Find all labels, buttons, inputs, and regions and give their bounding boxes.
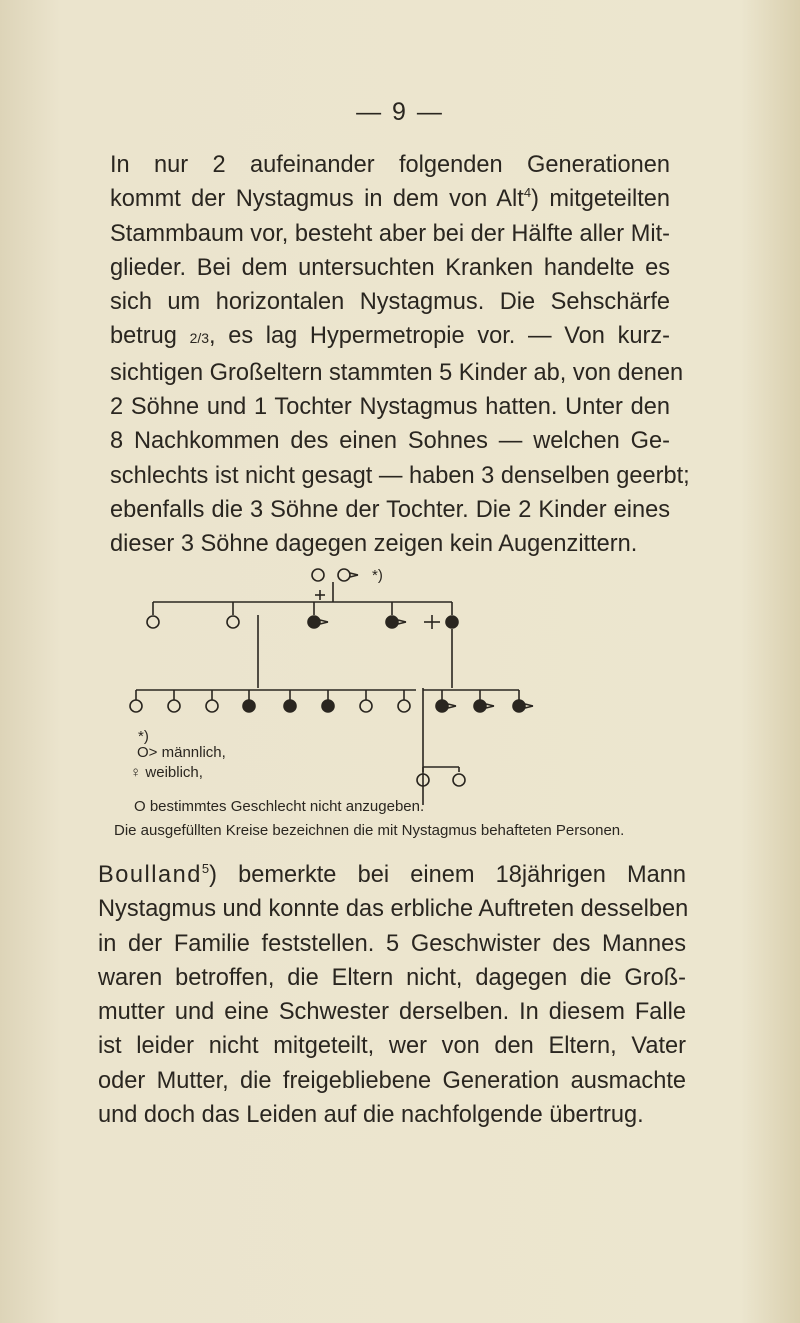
unknown-symbol-icon: O [134, 798, 146, 815]
pedigree-person-unknown [312, 569, 324, 581]
pedigree-person-male-affected [474, 700, 486, 712]
pedigree-asterisk: *) [372, 567, 383, 584]
legend-female-row [130, 764, 203, 781]
pedigree-person-affected [322, 700, 334, 712]
pedigree-person-male-affected [386, 616, 398, 628]
pedigree-person-unknown [453, 774, 465, 786]
text-line: sich um horizontalen Nystagmus. Die Sehschärfe [110, 289, 670, 316]
pedigree-person-unknown [227, 616, 239, 628]
pedigree-person-affected [243, 700, 255, 712]
pedigree-person-male-affected [513, 700, 525, 712]
text-line: oder Mutter, die freigebliebene Generation ausmachte [98, 1067, 686, 1094]
text-line: betrug 2/3, es lag Hypermetropie vor. — Von kurz- [110, 323, 670, 350]
legend-female-label: weiblich, [145, 764, 203, 781]
pedigree-person-unknown [398, 700, 410, 712]
pedigree-person-unknown [147, 616, 159, 628]
legend-male-row [137, 744, 226, 761]
text-line: schlechts ist nicht gesagt — haben 3 denselben geerbt; [110, 462, 690, 489]
text-line: in der Familie feststellen. 5 Geschwister des Mannes [98, 930, 686, 957]
pedigree-person-male [338, 569, 350, 581]
text-line: glieder. Bei dem untersuchten Kranken handelte es [110, 254, 670, 281]
text-line: 8 Nachkommen des einen Sohnes — welchen Ge- [110, 428, 670, 455]
text-line: ist leider nicht mitgeteilt, wer von den Eltern, Vater [98, 1033, 686, 1060]
text-line: kommt der Nystagmus in dem von Alt$^4$) mitgeteilten [110, 185, 670, 213]
text-line: ebenfalls die 3 Söhne der Tochter. Die 2 Kinder eines [110, 496, 670, 523]
pedigree-person-unknown [206, 700, 218, 712]
male-symbol-icon: O> [137, 744, 158, 761]
text-line: und doch das Leiden auf die nachfolgende übertrug. [98, 1102, 644, 1129]
figure-caption: Die ausgefüllten Kreise bezeichnen die mit Nystagmus behafteten Personen. [114, 822, 625, 839]
text-line: sichtigen Großeltern stammten 5 Kinder ab, von denen [110, 359, 684, 386]
text-line: Boulland$^5$) bemerkte bei einem 18jährigen Mann [98, 861, 686, 888]
pedigree-person-unknown [360, 700, 372, 712]
legend-unknown-label: bestimmtes Geschlecht nicht anzugeben. [149, 798, 425, 815]
legend-asterisk: *) [138, 728, 149, 745]
pedigree-diagram [0, 560, 800, 820]
footnote-marker: 4 [523, 185, 532, 201]
legend-male-label: männlich, [161, 744, 226, 761]
text-line: In nur 2 aufeinander folgenden Generationen [110, 152, 670, 178]
pedigree-person-male-affected [436, 700, 448, 712]
pedigree-person-unknown [130, 700, 142, 712]
footnote-marker: 5 [201, 861, 210, 877]
pedigree-person-female-affected [446, 616, 458, 628]
text-line: dieser 3 Söhne dagegen zeigen kein Augenzittern. [110, 531, 638, 558]
paragraph-1 [110, 148, 690, 562]
page-number: — 9 — [356, 98, 444, 126]
author-name: Boulland [98, 862, 202, 888]
pedigree-person-affected [284, 700, 296, 712]
legend-unknown-row [134, 798, 424, 815]
text-line: Stammbaum vor, besteht aber bei der Hälfte aller Mit- [110, 220, 670, 247]
paragraph-2 [98, 858, 689, 1132]
text-line: 2 Söhne und 1 Tochter Nystagmus hatten. Unter den [110, 394, 670, 421]
pedigree-person-male-affected [308, 616, 320, 628]
text-line: Nystagmus und konnte das erbliche Auftreten desselben [98, 896, 689, 923]
female-symbol-icon: ♀ [130, 764, 142, 781]
pedigree-person-unknown [168, 700, 180, 712]
text-line: mutter und eine Schwester derselben. In diesem Falle [98, 999, 686, 1026]
text-line: waren betroffen, die Eltern nicht, dagegen die Groß- [98, 964, 686, 991]
fraction: 2/3 [189, 330, 210, 347]
